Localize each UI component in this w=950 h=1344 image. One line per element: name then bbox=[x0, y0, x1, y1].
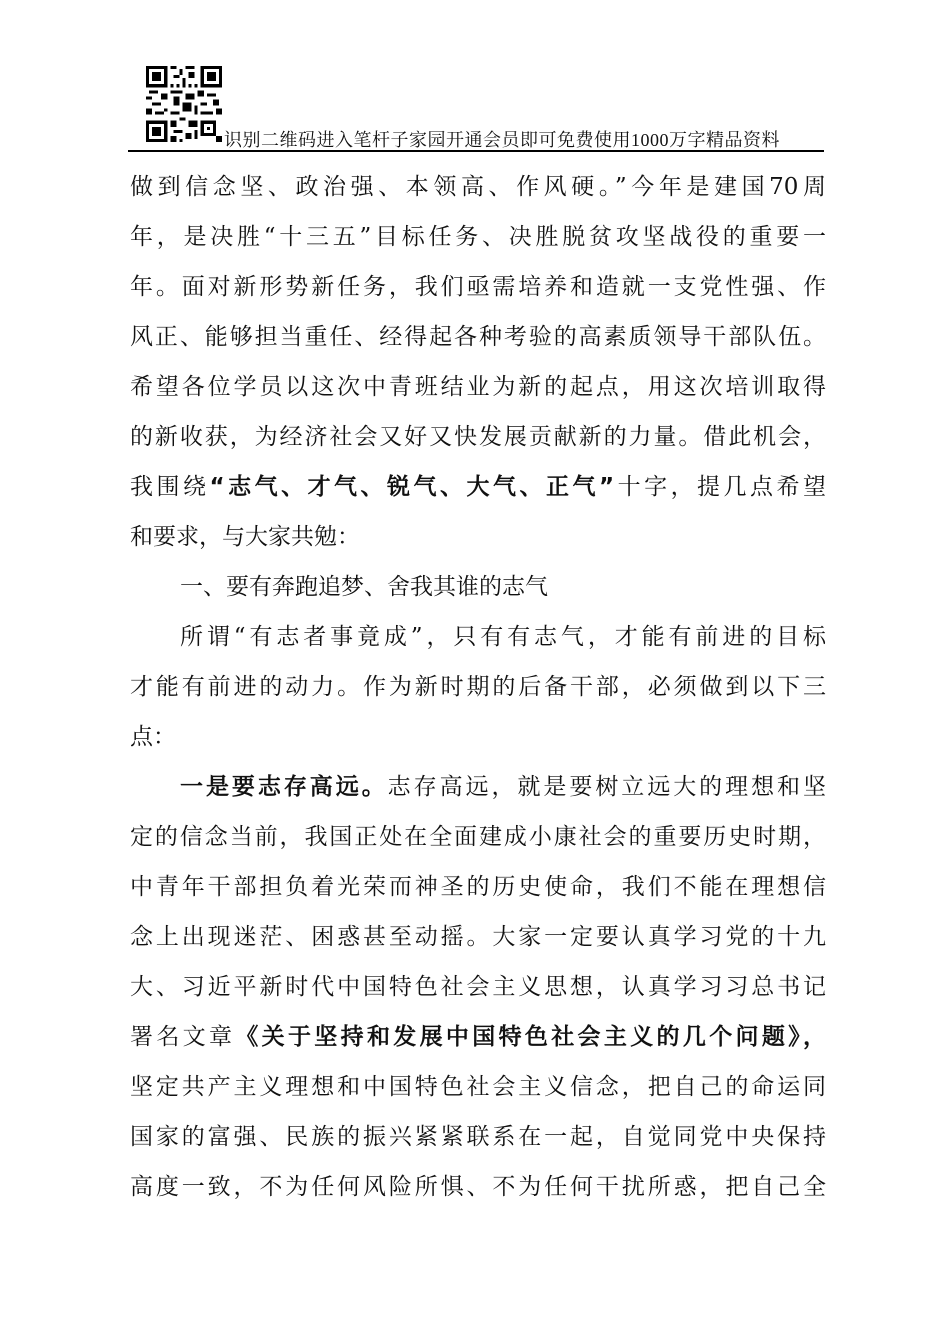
paragraph-line: 高度一致，不为任何风险所惧、不为任何干扰所惑，把自己全 bbox=[130, 1174, 826, 1200]
paragraph-line bbox=[130, 468, 826, 518]
paragraph-line: 年。面对新形势新任务，我们亟需培养和造就一支党性强、作 bbox=[130, 274, 826, 300]
lead-phrase: 一是要志存高远。 bbox=[180, 773, 388, 800]
paragraph-line: 的新收获，为经济社会又好又快发展贡献新的力量。借此机会， bbox=[130, 424, 826, 450]
article-title: 《关于坚持和发展中国特色社会主义的几个问题》， bbox=[235, 1024, 827, 1050]
text-run: 十字，提几点希望 bbox=[614, 474, 827, 500]
paragraph-line: 才能有前进的动力。作为新时期的后备干部，必须做到以下三 bbox=[130, 674, 826, 700]
paragraph-line: 希望各位学员以这次中青班结业为新的起点，用这次培训取得 bbox=[130, 374, 826, 400]
section-heading: 一、要有奔跑追梦、舍我其谁的志气 bbox=[180, 574, 548, 600]
paragraph-line bbox=[130, 768, 826, 818]
paragraph-line bbox=[130, 1018, 826, 1068]
page-header bbox=[128, 66, 824, 152]
paragraph-line: 和要求，与大家共勉： bbox=[130, 524, 360, 550]
paragraph-line: 风正、能够担当重任、经得起各种考验的高素质领导干部队伍。 bbox=[130, 324, 826, 350]
paragraph-line: 所谓“有志者事竟成”，只有有志气，才能有前进的目标 bbox=[180, 624, 826, 650]
document-body bbox=[130, 168, 826, 1218]
paragraph-line: 中青年干部担负着光荣而神圣的历史使命，我们不能在理想信 bbox=[130, 874, 826, 900]
paragraph-line: 大、习近平新时代中国特色社会主义思想，认真学习习总书记 bbox=[130, 974, 826, 1000]
qr-code-icon bbox=[146, 66, 222, 142]
header-divider bbox=[128, 150, 824, 152]
text-run: 志存高远，就是要树立远大的理想和坚 bbox=[387, 774, 827, 800]
emphasis-text: “志气、才气、锐气、大气、正气” bbox=[209, 474, 615, 500]
paragraph-line: 做到信念坚、政治强、本领高、作风硬。”今年是建国70周 bbox=[130, 174, 826, 200]
promo-banner-text: 识别二维码进入笔杆子家园开通会员即可免费使用1000万字精品资料 bbox=[224, 130, 780, 150]
paragraph-line: 定的信念当前，我国正处在全面建成小康社会的重要历史时期， bbox=[130, 824, 826, 850]
text-run: 我围绕 bbox=[130, 474, 210, 500]
paragraph-line: 坚定共产主义理想和中国特色社会主义信念，把自己的命运同 bbox=[130, 1074, 826, 1100]
paragraph-line: 点： bbox=[130, 724, 176, 750]
paragraph-line: 念上出现迷茫、困惑甚至动摇。大家一定要认真学习党的十九 bbox=[130, 924, 826, 950]
text-run: 署名文章 bbox=[130, 1024, 236, 1050]
paragraph-line: 国家的富强、民族的振兴紧紧联系在一起，自觉同党中央保持 bbox=[130, 1124, 826, 1150]
paragraph-line: 年，是决胜“十三五”目标任务、决胜脱贫攻坚战役的重要一 bbox=[130, 224, 826, 250]
